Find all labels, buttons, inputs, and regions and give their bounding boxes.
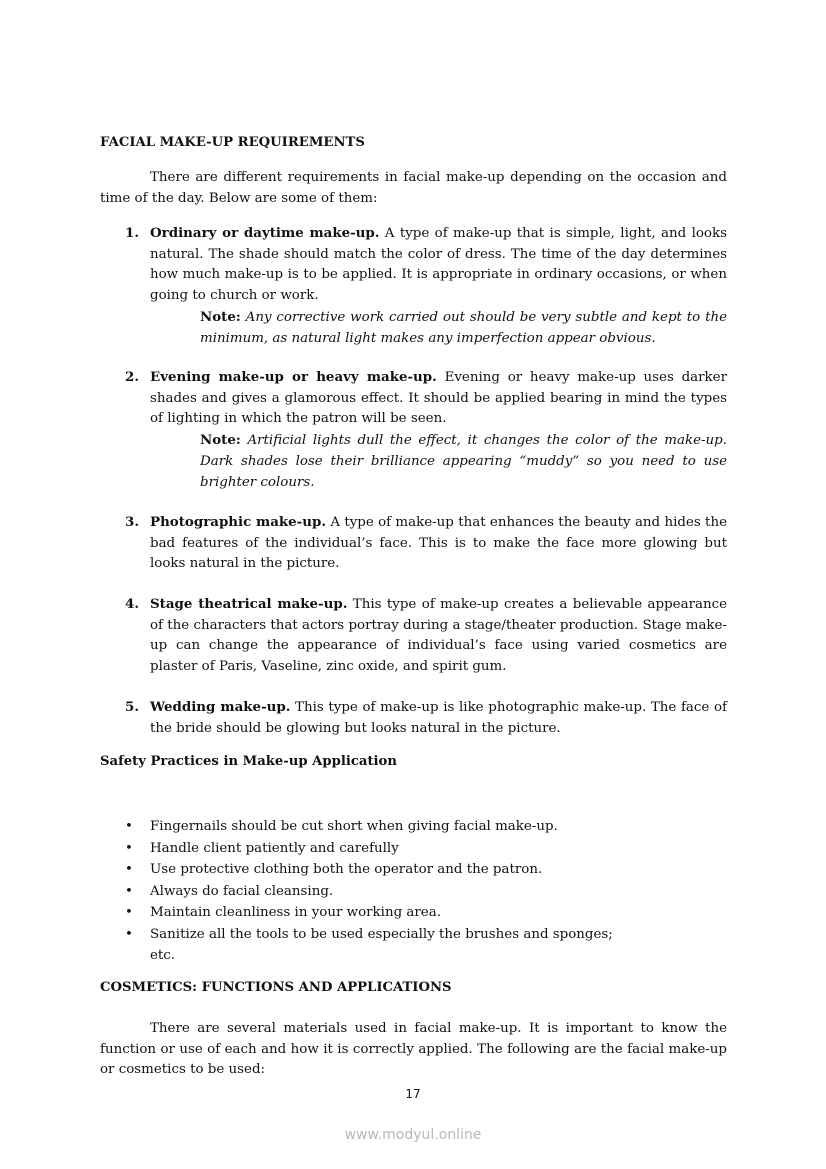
outro-paragraph: There are several materials used in facial make-up. It is important to know the function or use of each and how it is correctly applied. The following are the facial make-up or cosmetics to be used: xyxy=(100,1021,727,1078)
note-label: Note: xyxy=(200,308,241,325)
list-item xyxy=(125,594,728,678)
item-title: Ordinary or daytime make-up. xyxy=(150,225,380,241)
list-item xyxy=(125,697,728,739)
item-number: 5. xyxy=(125,699,139,715)
list-item xyxy=(125,223,727,349)
list-item xyxy=(125,512,727,575)
watermark: www.modyul.online xyxy=(344,1127,482,1143)
note xyxy=(200,307,727,349)
item-number: 1. xyxy=(125,225,139,241)
section-heading-cosmetics: COSMETICS: FUNCTIONS AND APPLICATIONS xyxy=(100,980,452,995)
bullet-item: • Sanitize all the tools to be used especially the brushes and sponges; etc. xyxy=(150,924,630,967)
item-number: 4. xyxy=(125,596,139,612)
item-text: Evening or heavy make-up uses darker shades and gives a glamorous effect. It should be applied bearing in mind the types of lighting in which the patron will be seen. xyxy=(150,370,727,427)
page-number: 17 xyxy=(405,1087,421,1101)
bullet-item: • Handle client patiently and carefully xyxy=(150,838,630,860)
item-title: Wedding make-up. xyxy=(150,699,291,715)
item-text: This type of make-up creates a believable appearance of the characters that actors portray during a stage/theater production. Stage make-up can change the appearance of individual’s face using varied cosmetics are plaster of Paris, Vaseline, zinc oxide, and spirit gum. xyxy=(150,597,728,675)
note-label: Note: xyxy=(200,432,241,449)
bullet-item: • Always do facial cleansing. xyxy=(150,881,630,903)
note xyxy=(200,430,727,493)
list-item xyxy=(125,367,727,493)
item-text: A type of make-up that enhances the beauty and hides the bad features of the individual’s face. This is to make the face more glowing but looks natural in the picture. xyxy=(150,515,727,572)
item-number: 3. xyxy=(125,514,139,530)
section-heading-safety: Safety Practices in Make-up Application xyxy=(100,754,397,769)
bullet-item: • Maintain cleanliness in your working area. xyxy=(150,902,630,924)
item-number: 2. xyxy=(125,369,139,385)
item-text: This type of make-up is like photographic make-up. The face of the bride should be glowing but looks natural in the picture. xyxy=(150,700,728,736)
item-title: Stage theatrical make-up. xyxy=(150,596,348,612)
bullet-item: • Fingernails should be cut short when giving facial make-up. xyxy=(150,816,630,838)
bullet-item: • Use protective clothing both the operator and the patron. xyxy=(150,859,630,881)
note-text: Any corrective work carried out should be very subtle and kept to the minimum, as natural light makes any imperfection appear obvious. xyxy=(200,309,727,346)
note-text: Artificial lights dull the effect, it changes the color of the make-up. Dark shades lose their brilliance appearing “muddy” so you need to use brighter colours. xyxy=(200,433,727,490)
intro-paragraph: There are different requirements in facial make-up depending on the occasion and time of the day. Below are some of them: xyxy=(100,170,727,206)
item-title: Photographic make-up. xyxy=(150,514,326,530)
section-heading-facial: FACIAL MAKE-UP REQUIREMENTS xyxy=(100,135,365,150)
item-title: Evening make-up or heavy make-up. xyxy=(150,369,437,385)
safety-bullet-list xyxy=(150,816,630,967)
item-text: A type of make-up that is simple, light, and looks natural. The shade should match the color of dress. The time of the day determines how much make-up is to be applied. It is appropriate in ordinary occasions, or when going to church or work. xyxy=(150,226,727,304)
